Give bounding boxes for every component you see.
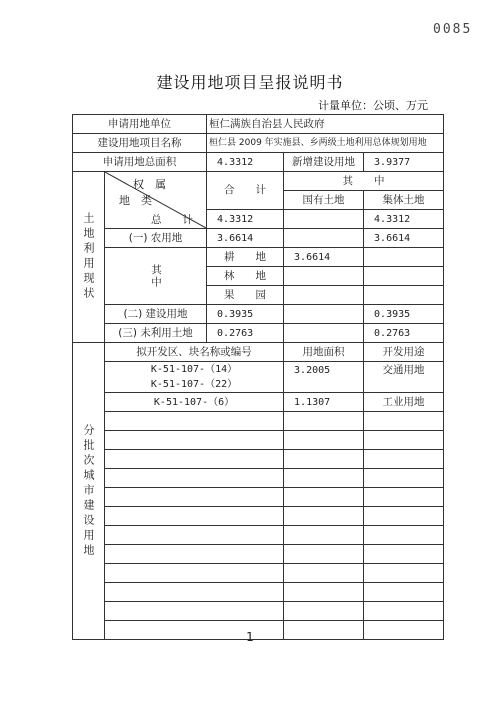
among-column-header: 其 中 — [284, 172, 444, 191]
table-row — [73, 507, 444, 526]
table-row — [73, 583, 444, 602]
agricultural-collective: 3.6614 — [364, 229, 444, 248]
unused-total: 0.2763 — [207, 324, 284, 343]
land-status-section-label: 土地利用现状 — [73, 172, 105, 343]
cultivated-state — [364, 248, 444, 267]
unused-state — [284, 324, 364, 343]
table-row — [73, 526, 444, 545]
batch-section-label: 分批次城市建设用地 — [73, 343, 105, 640]
measurement-unit: 计量单位：公顷、万元 — [318, 99, 428, 112]
document-title: 建设用地项目呈报说明书 — [156, 73, 344, 92]
application-table — [72, 114, 444, 640]
table-row — [73, 545, 444, 564]
total-row-total: 4.3312 — [207, 210, 284, 229]
construction-collective: 0.3935 — [364, 305, 444, 324]
use-column-header: 开发用途 — [364, 343, 444, 362]
construction-total: 0.3935 — [207, 305, 284, 324]
table-row — [73, 564, 444, 583]
use-1: 交通用地 — [364, 362, 444, 393]
zone-column-header: 拟开发区、块名称或编号 — [105, 343, 284, 362]
row-label-total: 总 计 — [151, 214, 193, 226]
area-3: 1.1307 — [284, 393, 364, 412]
row-label-agricultural: (一) 农用地 — [105, 229, 207, 248]
state-land-header: 国有土地 — [284, 191, 364, 210]
unused-collective: 0.2763 — [364, 324, 444, 343]
total-column-header: 合 计 — [207, 172, 284, 210]
zone-3: K-51-107-（6） — [105, 393, 284, 412]
use-3: 工业用地 — [364, 393, 444, 412]
construction-state — [284, 305, 364, 324]
project-value: 桓仁县 2009 年实施县、乡两级土地利用总体规划用地 — [207, 134, 444, 153]
area-1: 3.2005 — [284, 362, 364, 393]
page-number: 1 — [246, 630, 254, 644]
total-row-state — [284, 210, 364, 229]
zone-2: K-51-107-（22） — [150, 379, 238, 390]
applicant-value: 桓仁满族自治县人民政府 — [207, 115, 444, 134]
forest-state — [364, 267, 444, 286]
among-sub-label: 其中 — [105, 248, 207, 305]
table-row — [73, 469, 444, 488]
collective-land-header: 集体土地 — [364, 191, 444, 210]
table-row — [73, 450, 444, 469]
applicant-label: 申请用地单位 — [73, 115, 207, 134]
orchard-state — [364, 286, 444, 305]
forest-total — [284, 267, 364, 286]
page-code: 0085 — [433, 22, 473, 37]
row-label-unused: (三) 未利用土地 — [105, 324, 207, 343]
new-construction-label: 新增建设用地 — [284, 153, 364, 172]
project-label: 建设用地项目名称 — [73, 134, 207, 153]
zone-1: K-51-107-（14） — [150, 364, 238, 375]
row-label-cultivated: 耕 地 — [207, 248, 284, 267]
area-column-header: 用地面积 — [284, 343, 364, 362]
row-label-forest: 林 地 — [207, 267, 284, 286]
table-row — [73, 602, 444, 621]
table-row — [73, 412, 444, 431]
total-row-collective: 4.3312 — [364, 210, 444, 229]
row-label-orchard: 果 园 — [207, 286, 284, 305]
diagonal-header-cell — [105, 172, 207, 229]
total-area-value: 4.3312 — [207, 153, 284, 172]
agricultural-state — [284, 229, 364, 248]
agricultural-total: 3.6614 — [207, 229, 284, 248]
cultivated-total: 3.6614 — [284, 248, 364, 267]
row-label-construction: (二) 建设用地 — [105, 305, 207, 324]
new-construction-value: 3.9377 — [364, 153, 444, 172]
total-area-label: 申请用地总面积 — [73, 153, 207, 172]
table-row-zone — [105, 362, 284, 393]
table-row — [73, 488, 444, 507]
landtype-header: 地 类 — [119, 194, 152, 207]
table-row — [73, 431, 444, 450]
ownership-header: 权 属 — [133, 178, 167, 191]
orchard-total — [284, 286, 364, 305]
